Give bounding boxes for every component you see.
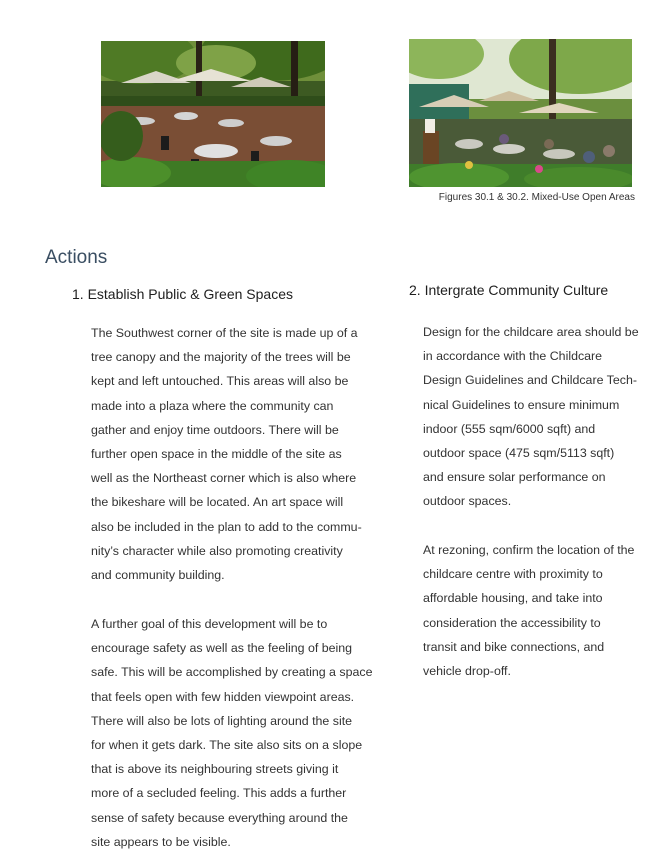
action-heading-public-green-spaces: 1. Establish Public & Green Spaces <box>72 286 294 302</box>
text-line: The Southwest corner of the site is made up of a <box>91 326 358 340</box>
text-line: vehicle drop-off. <box>423 664 511 679</box>
plaza-garden-image <box>101 41 325 187</box>
text-line: At rezoning, confirm the location of the <box>423 543 635 557</box>
text-line: safe. This will be accomplished by creating a space <box>91 665 373 680</box>
text-line: indoor (555 sqm/6000 sqft) and <box>423 421 596 436</box>
text-line: outdoor spaces. <box>423 494 512 509</box>
text-line: sense of safety because everything around the <box>91 810 348 825</box>
text-line: that feels open with few hidden viewpoint areas. <box>91 689 355 704</box>
text-line: Design Guidelines and Childcare Tech- <box>423 373 637 388</box>
text-line: for when it gets dark. The site also sits on a slope <box>91 738 363 753</box>
paragraph-childcare-design <box>423 320 639 514</box>
text-line: that is above its neighbouring streets giving it <box>91 762 339 777</box>
figure-30-2-photo <box>409 39 632 187</box>
text-line: transit and bike connections, and <box>423 639 605 654</box>
text-line: and ensure solar performance on <box>423 470 606 485</box>
text-line: encourage safety as well as the feeling of being <box>91 641 353 656</box>
text-line: nical Guidelines to ensure minimum <box>423 397 620 412</box>
text-line: consideration the accessibility to <box>423 615 601 630</box>
text-line: made into a plaza where the community can <box>91 398 334 413</box>
text-line: more of a secluded feeling. This adds a further <box>91 786 347 801</box>
text-line: the bikeshare will be located. An art space will <box>91 495 344 510</box>
text-line: outdoor space (475 sqm/5113 sqft) <box>423 446 615 461</box>
text-line: site appears to be visible. <box>91 834 231 849</box>
paragraph-rezoning <box>423 538 634 683</box>
text-line: tree canopy and the majority of the trees will be <box>91 350 351 365</box>
paragraph-green-spaces <box>91 321 362 587</box>
text-line: kept and left untouched. This areas will also be <box>91 374 349 389</box>
text-line: in accordance with the Childcare <box>423 349 603 364</box>
text-line: A further goal of this development will be to <box>91 617 328 631</box>
text-line: affordable housing, and take into <box>423 591 603 606</box>
patio-dining-image <box>409 39 632 187</box>
text-line: gather and enjoy time outdoors. There will be <box>91 422 339 437</box>
text-line: There will also be lots of lighting around the site <box>91 713 353 728</box>
text-line: Design for the childcare area should be <box>423 325 639 339</box>
figure-30-1-photo <box>101 41 325 187</box>
text-line: and community building. <box>91 568 225 583</box>
text-line: nity’s character while also promoting creativity <box>91 543 343 558</box>
action-heading-community-culture: 2. Intergrate Community Culture <box>409 282 609 298</box>
figure-caption: Figures 30.1 & 30.2. Mixed-Use Open Areas <box>438 192 635 203</box>
text-line: childcare centre with proximity to <box>423 567 603 582</box>
text-line: well as the Northeast corner which is also where <box>91 471 357 486</box>
text-line: also be included in the plan to add to the commu- <box>91 519 362 534</box>
paragraph-safety <box>91 612 372 854</box>
section-title-actions: Actions <box>45 247 108 268</box>
text-line: further open space in the middle of the site as <box>91 447 342 462</box>
